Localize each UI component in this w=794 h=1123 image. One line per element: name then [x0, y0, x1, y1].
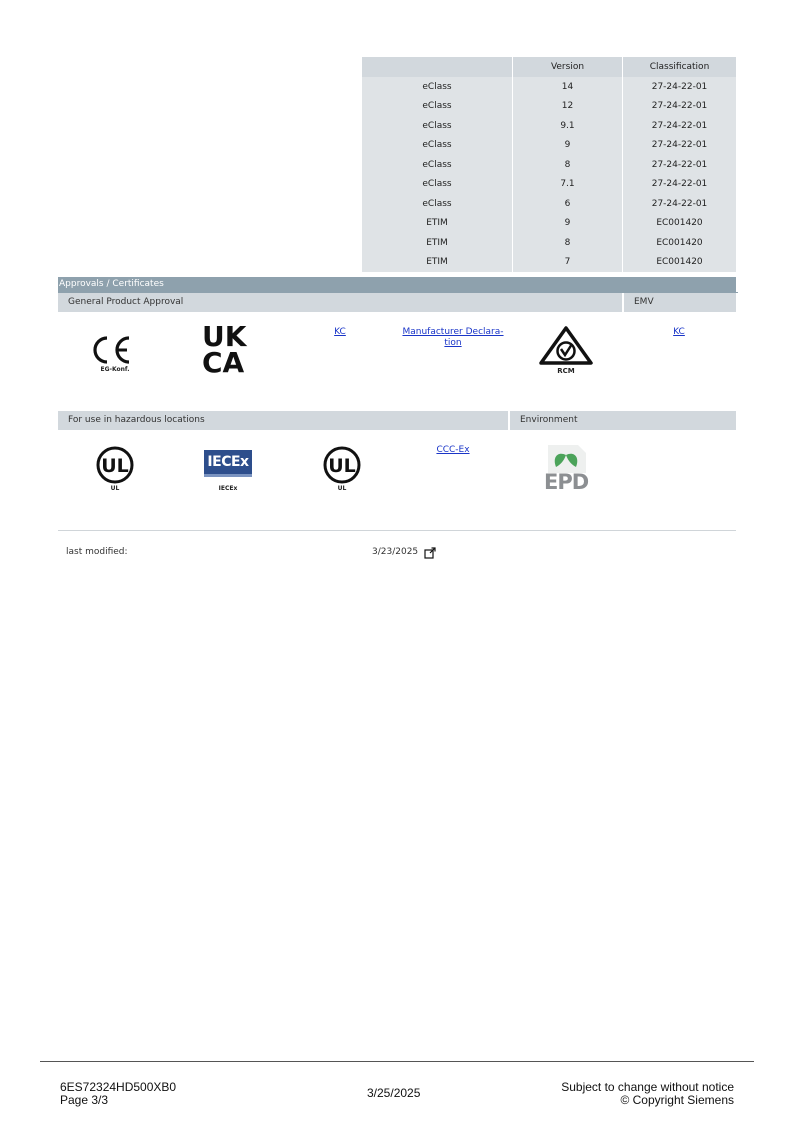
classification-table — [362, 57, 736, 272]
table-row — [362, 253, 736, 273]
change-notice: Subject to change without notice — [561, 1080, 734, 1094]
table-row — [362, 233, 736, 253]
last-modified-value: 3/23/2025 — [372, 547, 419, 557]
table-cell: 8 — [513, 155, 623, 175]
ccc-ex-link[interactable]: CCC-Ex — [436, 445, 470, 455]
table-cell: 14 — [513, 77, 623, 97]
table-cell: 7.1 — [513, 175, 623, 195]
table-cell: 27-24-22-01 — [623, 175, 737, 195]
kc-link[interactable]: KC — [334, 327, 346, 337]
table-row — [362, 77, 736, 97]
last-modified-label: last modified: — [66, 547, 128, 557]
iecex-caption: IECEx — [218, 485, 238, 492]
page-number: Page 3/3 — [60, 1093, 109, 1107]
rcm-caption: RCM — [557, 367, 575, 375]
table-cell: 12 — [513, 97, 623, 117]
table-cell: 27-24-22-01 — [623, 136, 737, 156]
iecex-mark-logo — [204, 450, 252, 494]
svg-text:UL: UL — [328, 455, 356, 477]
table-row — [362, 97, 736, 117]
table-cell: 27-24-22-01 — [623, 155, 737, 175]
footer-right — [561, 1081, 734, 1107]
footer-divider — [40, 1061, 754, 1062]
table-cell: eClass — [362, 155, 513, 175]
table-cell: 6 — [513, 194, 623, 214]
table-row — [362, 136, 736, 156]
manufacturer-declaration-line-2: tion — [444, 338, 462, 348]
ul-mark-logo — [322, 445, 362, 495]
environment-header: Environment — [510, 411, 736, 430]
table-cell: 8 — [513, 233, 623, 253]
iecex-badge: IECEx — [204, 450, 252, 474]
epd-logo — [542, 443, 590, 495]
column-header-version: Version — [513, 57, 623, 77]
table-cell: 9 — [513, 214, 623, 234]
general-product-approval-header: General Product Approval — [58, 293, 622, 312]
copyright: © Copyright Siemens — [620, 1093, 734, 1107]
table-cell: EC001420 — [623, 233, 737, 253]
table-cell: eClass — [362, 97, 513, 117]
table-cell: eClass — [362, 116, 513, 136]
emv-header: EMV — [624, 293, 736, 312]
table-cell: ETIM — [362, 233, 513, 253]
table-row — [362, 155, 736, 175]
ukca-line-1: UK — [202, 320, 247, 353]
approvals-section-title: Approvals / Certificates — [58, 277, 736, 292]
hazardous-locations-header: For use in hazardous locations — [58, 411, 508, 430]
table-row — [362, 175, 736, 195]
manufacturer-declaration-link[interactable] — [398, 327, 508, 349]
svg-text:UL: UL — [101, 455, 129, 477]
table-cell: EC001420 — [623, 214, 737, 234]
rcm-mark-icon — [538, 325, 594, 367]
article-number: 6ES72324HD500XB0 — [60, 1080, 177, 1094]
table-cell: 7 — [513, 253, 623, 273]
table-cell: 27-24-22-01 — [623, 116, 737, 136]
leaf-icon — [542, 443, 590, 473]
column-header-classification: Classification — [623, 57, 737, 77]
ul-caption: UL — [337, 485, 347, 492]
table-cell: 27-24-22-01 — [623, 77, 737, 97]
table-row — [362, 194, 736, 214]
ul-mark-icon — [322, 445, 362, 485]
table-cell: 9.1 — [513, 116, 623, 136]
manufacturer-declaration-line-1: Manufacturer Declara- — [402, 327, 504, 337]
external-link-icon[interactable] — [424, 544, 436, 563]
table-cell: 27-24-22-01 — [623, 194, 737, 214]
ce-mark-logo — [90, 330, 140, 378]
table-row — [362, 116, 736, 136]
ukca-mark-logo — [202, 320, 258, 380]
ul-caption: UL — [110, 485, 120, 492]
ul-mark-icon — [95, 445, 135, 485]
footer-date: 3/25/2025 — [367, 1086, 421, 1100]
table-cell: EC001420 — [623, 253, 737, 273]
column-header — [362, 57, 513, 77]
table-cell: eClass — [362, 175, 513, 195]
footer-left — [60, 1081, 176, 1107]
table-cell: eClass — [362, 77, 513, 97]
rcm-mark-logo — [538, 325, 594, 379]
ukca-line-2: CA — [202, 346, 245, 379]
table-cell: 27-24-22-01 — [623, 97, 737, 117]
table-row — [362, 214, 736, 234]
ul-mark-logo — [95, 445, 135, 495]
ce-caption: EG-Konf. — [100, 366, 130, 373]
table-cell: eClass — [362, 194, 513, 214]
epd-text: EPD — [544, 470, 589, 494]
table-cell: eClass — [362, 136, 513, 156]
emv-kc-link[interactable]: KC — [673, 327, 685, 337]
table-header-row — [362, 57, 736, 77]
table-cell: 9 — [513, 136, 623, 156]
table-cell: ETIM — [362, 214, 513, 234]
divider — [58, 530, 736, 531]
table-cell: ETIM — [362, 253, 513, 273]
